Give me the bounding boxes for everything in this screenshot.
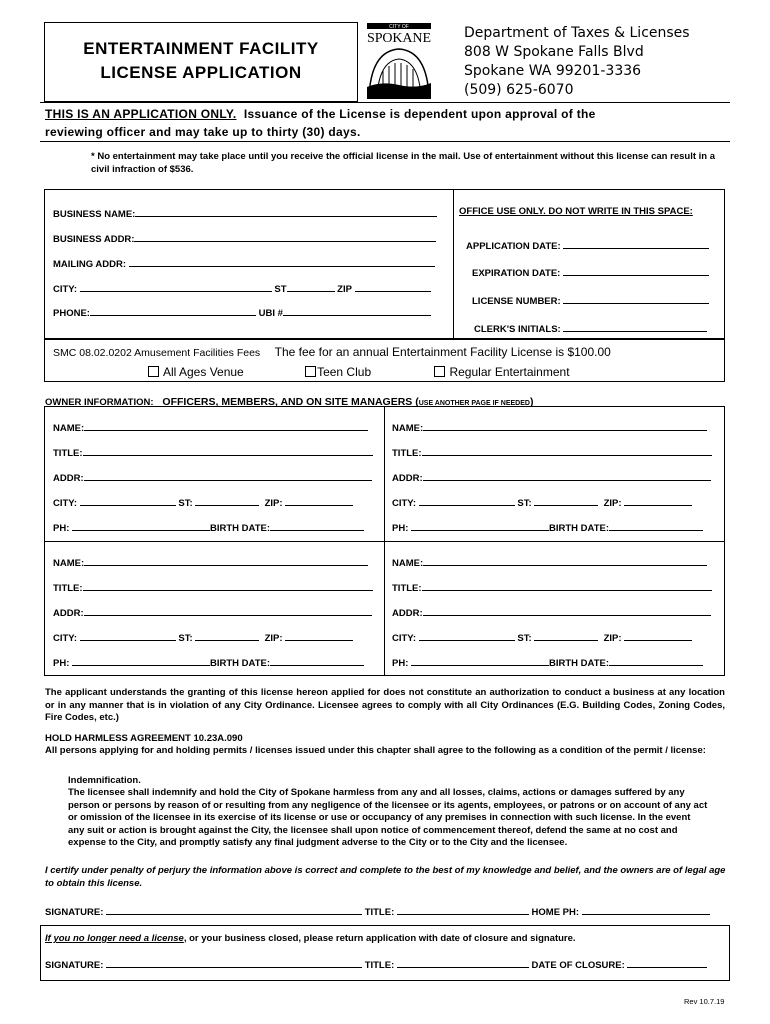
business-phone-label: PHONE:	[53, 308, 90, 319]
application-date-row	[466, 238, 709, 252]
closure-notice	[45, 933, 576, 944]
owner-name-field[interactable]	[84, 555, 368, 566]
owner-zip-field[interactable]	[624, 630, 692, 641]
sig-title-label: TITLE:	[364, 907, 395, 918]
owner-birth-field[interactable]	[609, 655, 703, 666]
notice-line2: reviewing officer and may take up to thirty (30) days.	[45, 125, 361, 139]
owner-p2-city-row	[392, 495, 692, 509]
office-use-header: OFFICE USE ONLY. DO NOT WRITE IN THIS SPACE:	[459, 206, 693, 217]
business-addr-row	[53, 231, 436, 245]
business-city-field[interactable]	[80, 281, 272, 292]
owner-st-label: ST:	[517, 498, 532, 509]
owner-heading: OFFICERS, MEMBERS, AND ON SITE MANAGERS (	[162, 396, 419, 408]
owner-info-label: OWNER INFORMATION:	[45, 397, 154, 408]
dept-street: 808 W Spokane Falls Blvd	[464, 44, 644, 60]
city-logo	[363, 21, 435, 101]
business-zip-label: ZIP	[337, 284, 352, 295]
business-st-field[interactable]	[287, 281, 335, 292]
owner-p1-city-row	[53, 495, 353, 509]
mailing-addr-field[interactable]	[129, 256, 435, 267]
regular-checkbox[interactable]	[434, 366, 445, 377]
teen-club-label: Teen Club	[317, 365, 372, 379]
owner-p3-addr-row	[53, 605, 372, 619]
certify-text: I certify under penalty of perjury the information above is correct and complete to the best of my knowledge and belief, and the owners are of legal age to obtain this license.	[45, 865, 726, 889]
owner-ph-field[interactable]	[411, 655, 549, 666]
closure-sig-row	[45, 957, 707, 971]
closure-date-field[interactable]	[627, 957, 707, 968]
form-title-line1: ENTERTAINMENT FACILITY	[83, 39, 319, 58]
owner-addr-label: ADDR:	[392, 608, 423, 619]
ubi-field[interactable]	[283, 305, 431, 316]
owner-ph-label: PH:	[53, 658, 70, 669]
owner-name-label: NAME:	[392, 423, 424, 434]
owner-zip-field[interactable]	[285, 495, 353, 506]
owner-city-label: CITY:	[392, 498, 417, 509]
owner-st-field[interactable]	[195, 630, 259, 641]
expiration-date-label: EXPIRATION DATE:	[472, 268, 561, 279]
hold-harmless-title: HOLD HARMLESS AGREEMENT 10.23A.090	[45, 733, 243, 744]
closure-title-field[interactable]	[397, 957, 529, 968]
closure-underlined: If you no longer need a license	[45, 933, 184, 944]
owner-st-label: ST:	[178, 498, 193, 509]
owner-p1-addr-row	[53, 470, 372, 484]
business-addr-field[interactable]	[134, 231, 436, 242]
signature-field[interactable]	[106, 904, 362, 915]
dept-phone: (509) 625-6070	[464, 82, 574, 98]
owner-addr-field[interactable]	[84, 470, 372, 481]
business-name-field[interactable]	[135, 206, 437, 217]
owner-name-field[interactable]	[84, 420, 368, 431]
venue-options	[148, 365, 570, 379]
dept-address	[464, 24, 690, 100]
home-ph-label: HOME PH:	[531, 907, 580, 918]
notice	[45, 105, 596, 141]
closure-signature-field[interactable]	[106, 957, 362, 968]
owner-ph-label: PH:	[53, 523, 70, 534]
owner-ph-field[interactable]	[72, 520, 210, 531]
owner-name-label: NAME:	[53, 558, 85, 569]
owner-addr-label: ADDR:	[392, 473, 423, 484]
owner-p4-addr-row	[392, 605, 711, 619]
business-zip-field[interactable]	[355, 281, 431, 292]
sig-title-field[interactable]	[397, 904, 529, 915]
owner-birth-field[interactable]	[270, 655, 364, 666]
owner-city-field[interactable]	[80, 495, 176, 506]
mailing-addr-label: MAILING ADDR:	[53, 259, 126, 270]
home-ph-field[interactable]	[582, 904, 710, 915]
owner-p2-title-row	[392, 445, 712, 459]
ubi-label: UBI #	[258, 308, 283, 319]
business-city-label: CITY:	[53, 284, 78, 295]
owner-p3-city-row	[53, 630, 353, 644]
owner-p2-name-row	[392, 420, 707, 434]
owner-p4-city-row	[392, 630, 692, 644]
signature-row	[45, 904, 710, 918]
teen-club-checkbox[interactable]	[305, 366, 316, 377]
application-date-field	[563, 238, 709, 249]
owner-title-field[interactable]	[422, 445, 712, 456]
owner-city-label: CITY:	[53, 498, 78, 509]
revision-text: Rev 10.7.19	[684, 997, 725, 1006]
owner-grid-hdivider	[44, 541, 725, 542]
owner-zip-label: ZIP:	[603, 498, 622, 509]
fee-text: The fee for an annual Entertainment Facility License is $100.00	[274, 345, 611, 359]
regular-option[interactable]	[434, 365, 569, 379]
business-name-label: BUSINESS NAME:	[53, 209, 136, 220]
owner-title-field[interactable]	[83, 445, 373, 456]
owner-title-field[interactable]	[422, 580, 712, 591]
owner-st-label: ST:	[517, 633, 532, 644]
owner-p1-ph-row	[53, 520, 364, 534]
owner-p1-title-row	[53, 445, 373, 459]
business-st-label: ST	[274, 284, 287, 295]
owner-p1-name-row	[53, 420, 368, 434]
closure-signature-label: SIGNATURE:	[45, 960, 104, 971]
owner-ph-field[interactable]	[411, 520, 549, 531]
owner-addr-label: ADDR:	[53, 608, 84, 619]
owner-name-field[interactable]	[423, 555, 707, 566]
owner-addr-field[interactable]	[423, 605, 711, 616]
dept-city: Spokane WA 99201-3336	[464, 63, 642, 79]
business-city-row	[53, 281, 431, 295]
owner-st-field[interactable]	[534, 495, 598, 506]
all-ages-label: All Ages Venue	[163, 365, 244, 379]
business-name-row	[53, 206, 437, 220]
owner-zip-label: ZIP:	[264, 498, 283, 509]
owner-st-field[interactable]	[195, 495, 259, 506]
owner-p3-name-row	[53, 555, 368, 569]
owner-ph-field[interactable]	[72, 655, 210, 666]
owner-title-label: TITLE:	[53, 448, 83, 459]
owner-zip-label: ZIP:	[603, 633, 622, 644]
warning-text: * No entertainment may take place until you receive the official license in the mail. Use of entertainment without this license can result in a civil infraction of $536.	[91, 151, 716, 175]
form-title-line2: LICENSE APPLICATION	[100, 63, 302, 82]
owner-ph-label: PH:	[392, 658, 409, 669]
owner-zip-field[interactable]	[624, 495, 692, 506]
owner-addr-label: ADDR:	[53, 473, 84, 484]
clerk-initials-field	[563, 321, 707, 332]
owner-zip-label: ZIP:	[264, 633, 283, 644]
owner-title-field[interactable]	[83, 580, 373, 591]
signature-label: SIGNATURE:	[45, 907, 104, 918]
owner-p2-ph-row	[392, 520, 703, 534]
owner-addr-field[interactable]	[84, 605, 372, 616]
owner-title-label: TITLE:	[392, 448, 422, 459]
owner-city-field[interactable]	[80, 630, 176, 641]
business-phone-field[interactable]	[90, 305, 256, 316]
form-title	[44, 37, 358, 85]
notice-top-rule	[40, 102, 730, 103]
notice-underlined: THIS IS AN APPLICATION ONLY.	[45, 107, 237, 121]
owner-p4-ph-row	[392, 655, 703, 669]
closure-title-label: TITLE:	[364, 960, 395, 971]
clerk-initials-row	[474, 321, 707, 335]
understand-text: The applicant understands the granting of this license hereon applied for does not constitute an authorization to conduct a business at any location or in any manner that is in violation of any City Ordinance. Licensee agrees to comply with all City Ordinances (E.G. Building Codes, Zoning Codes, Fire Codes, etc.)	[45, 687, 725, 723]
owner-title-label: TITLE:	[392, 583, 422, 594]
owner-p4-name-row	[392, 555, 707, 569]
owner-birth-label: BIRTH DATE:	[210, 523, 270, 534]
owner-st-label: ST:	[178, 633, 193, 644]
owner-name-label: NAME:	[53, 423, 85, 434]
expiration-date-row	[472, 265, 709, 279]
owner-p4-title-row	[392, 580, 712, 594]
license-number-row	[472, 293, 709, 307]
owner-birth-field[interactable]	[270, 520, 364, 531]
owner-birth-label: BIRTH DATE:	[549, 523, 609, 534]
owner-p3-ph-row	[53, 655, 364, 669]
owner-addr-field[interactable]	[423, 470, 711, 481]
business-divider	[453, 189, 454, 339]
owner-birth-label: BIRTH DATE:	[210, 658, 270, 669]
fee-line1	[53, 343, 611, 361]
owner-city-label: CITY:	[392, 633, 417, 644]
owner-name-field[interactable]	[423, 420, 707, 431]
owner-birth-field[interactable]	[609, 520, 703, 531]
owner-p3-title-row	[53, 580, 373, 594]
owner-city-label: CITY:	[53, 633, 78, 644]
indemnification-body: The licensee shall indemnify and hold the City of Spokane harmless from any and all losses, claims, actions or damages suffered by any person or persons by reason of or resulting from any negligence of the licensee or its agents, employees, or patrons or on account of any act or omission of the licensee in its exercise of its license or use or occupancy of any premises in connection with such license. In the event any suit or action is brought against the City, the licensee shall upon notice of commencement thereof, defend the same at no cost and expense to the City, and promptly satisfy any final judgment adverse to the City or to the City and the licensee.	[68, 787, 708, 848]
logo-top-text: CITY OF	[389, 24, 409, 30]
business-addr-label: BUSINESS ADDR:	[53, 234, 135, 245]
all-ages-checkbox[interactable]	[148, 366, 159, 377]
owner-birth-label: BIRTH DATE:	[549, 658, 609, 669]
indemnification-title: Indemnification.	[68, 775, 141, 786]
owner-city-field[interactable]	[419, 495, 515, 506]
owner-ph-label: PH:	[392, 523, 409, 534]
expiration-date-field	[563, 265, 709, 276]
owner-zip-field[interactable]	[285, 630, 353, 641]
closure-rest: , or your business closed, please return application with date of closure and signature.	[183, 933, 576, 944]
dept-name: Department of Taxes & Licenses	[464, 25, 690, 41]
clerk-initials-label: CLERK'S INITIALS:	[474, 324, 561, 335]
closure-date-label: DATE OF CLOSURE:	[531, 960, 625, 971]
owner-st-field[interactable]	[534, 630, 598, 641]
hold-harmless-intro: All persons applying for and holding permits / licenses issued under this chapter shall agree to the following as a condition of the permit / license:	[45, 745, 706, 756]
application-date-label: APPLICATION DATE:	[466, 241, 561, 252]
teen-club-option[interactable]	[305, 365, 371, 379]
mailing-addr-row	[53, 256, 435, 270]
license-number-field	[563, 293, 709, 304]
business-phone-row	[53, 305, 431, 319]
owner-title-label: TITLE:	[53, 583, 83, 594]
regular-label: Regular Entertainment	[449, 365, 570, 379]
smc-text: SMC 08.02.0202 Amusement Facilities Fees	[53, 347, 261, 359]
notice-rest: Issuance of the License is dependent upon approval of the	[243, 107, 596, 121]
all-ages-option[interactable]	[148, 365, 244, 379]
license-number-label: LICENSE NUMBER:	[472, 296, 561, 307]
owner-heading-small: USE ANOTHER PAGE IF NEEDED	[418, 400, 530, 407]
owner-city-field[interactable]	[419, 630, 515, 641]
logo-name-text: SPOKANE	[367, 31, 431, 46]
owner-p2-addr-row	[392, 470, 711, 484]
notice-bottom-rule	[40, 141, 730, 142]
owner-name-label: NAME:	[392, 558, 424, 569]
owner-heading-close: )	[529, 396, 534, 408]
